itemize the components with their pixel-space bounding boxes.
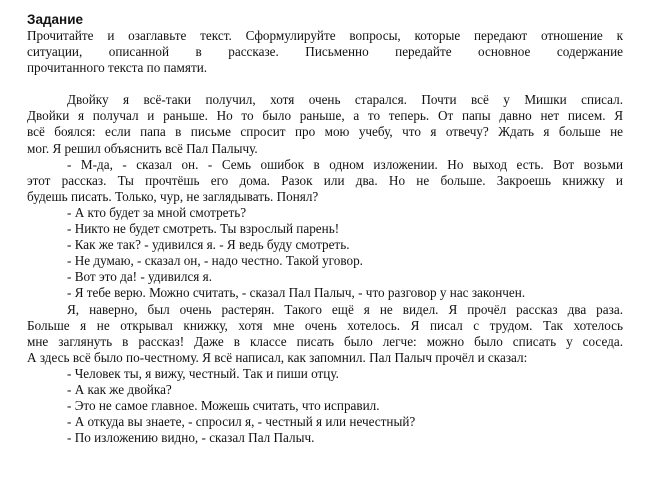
task-line: ситуации, описанной в рассказе. Письменно передайте основное содержание [27, 44, 623, 60]
story-line: Двойку я всё-таки получил, хотя очень старался. Почти всё у Мишки списал. [67, 92, 623, 108]
story-line: Больше я не открывал книжку, хотя мне очень хотелось. Я писал с трудом. Так хотелось [27, 317, 623, 333]
task-instructions [27, 28, 623, 76]
dialog-line: - А как же двойка? [67, 381, 172, 397]
dialog-line: - А кто будет за мной смотреть? [67, 204, 247, 220]
story-text [27, 92, 623, 446]
dialog-line: - По изложению видно, - сказал Пал Палыч. [67, 430, 315, 446]
dialog-line: - Как же так? - удивился я. - Я ведь буду смотреть. [67, 237, 350, 253]
story-line: мне заглянуть в рассказ! Даже в классе писать было легче: можно было списать у соседа. [27, 333, 623, 349]
dialog-line: - Никто не будет смотреть. Ты взрослый парень! [67, 221, 340, 237]
task-line: прочитанного текста по памяти. [27, 60, 208, 76]
dialog-line: - Вот это да! - удивился я. [67, 269, 213, 285]
document-page [27, 12, 623, 446]
dialog-line: - Я тебе верю. Можно считать, - сказал Пал Палыч, - что разговор у нас закончен. [67, 285, 526, 301]
dialog-line: - Не думаю, - сказал он, - надо честно. Такой уговор. [67, 253, 363, 269]
story-line: А здесь всё было по-честному. Я всё написал, как запомнил. Пал Палыч прочёл и сказал: [27, 349, 528, 365]
story-line: - М-да, - сказал он. - Семь ошибок в одном изложении. Но выход есть. Вот возьми [67, 156, 623, 172]
story-line: мог. Я решил объяснить всё Пал Палычу. [27, 140, 258, 156]
story-line: этот рассказ. Ты прочтёшь его дома. Разок или два. Но не больше. Закроешь книжку и [27, 172, 623, 188]
dialog-block-2 [27, 366, 623, 446]
dialog-line: - А откуда вы знаете, - спросил я, - честный я или нечестный? [67, 414, 416, 430]
dialog-block-1 [27, 205, 623, 302]
task-line: Прочитайте и озаглавьте текст. Сформулируйте вопросы, которые передают отношение к [27, 28, 623, 43]
story-line: Двойки я получал и раньше. Но то было раньше, а то теперь. От папы давно нет писем. Я [27, 108, 623, 124]
story-paragraph-2 [27, 157, 623, 205]
task-heading: Задание [27, 12, 84, 27]
dialog-line: - Человек ты, я вижу, честный. Так и пиши отцу. [67, 365, 339, 381]
story-paragraph-1 [27, 92, 623, 156]
story-line: будешь писать. Только, чур, не заглядывать. Понял? [27, 188, 319, 204]
story-paragraph-3 [27, 302, 623, 366]
story-line: Я, наверно, был очень растерян. Такого ещё я не видел. Я прочёл рассказ два раза. [67, 301, 623, 317]
dialog-line: - Это не самое главное. Можешь считать, что исправил. [67, 398, 380, 414]
story-line: всё боялся: если папа в письме спросит про мою учебу, что я отвечу? Ждать я больше не [27, 124, 623, 140]
